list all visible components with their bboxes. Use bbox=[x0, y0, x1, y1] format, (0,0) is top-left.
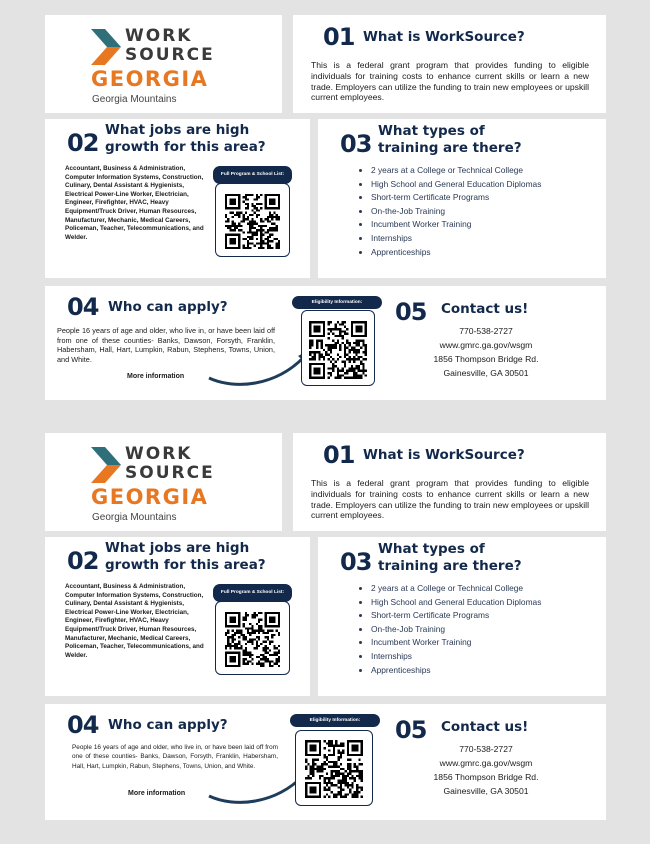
list-item: • Internships bbox=[371, 232, 541, 246]
training-list bbox=[358, 164, 541, 259]
contact-website[interactable]: www.gmrc.ga.gov/wsgm bbox=[439, 758, 533, 768]
list-item: • Internships bbox=[371, 650, 541, 664]
contact-website[interactable]: www.gmrc.ga.gov/wsgm bbox=[439, 340, 533, 350]
curved-arrow-icon bbox=[205, 348, 315, 388]
logo-subtitle: Georgia Mountains bbox=[92, 512, 177, 523]
more-information-link[interactable]: More information bbox=[128, 790, 186, 797]
eligibility-text: People 16 years of age and older, who live in, or have been laid off from one of these counties- Banks, Dawson, Forsyth, Franklin, Habersham, Hall, Hart, Lumpkin, Rabun, Stephens, Towns, Union, and White. bbox=[72, 744, 278, 770]
contact-address-line1: 1856 Thompson Bridge Rd. bbox=[433, 354, 539, 364]
section-01-panel bbox=[293, 15, 606, 113]
section-title: What jobs are high growth for this area? bbox=[105, 540, 266, 573]
section-title: Who can apply? bbox=[108, 299, 228, 315]
job-list: Accountant, Business & Administration, Computer Information Systems, Construction, Culinary, Dental Assistant & Hygienists, Electrical Power-Line Worker, Electrician, Engineer, Firefighter, HVAC, Heavy Equipment/Truck Driver, Human Resources, Manufacturer, Mechanic, Medical Careers, Policeman, Teacher, Telecommunications, and Welder. bbox=[65, 583, 204, 659]
contact-title: Contact us! bbox=[441, 301, 529, 317]
list-item: • 2 years at a College or Technical College bbox=[371, 164, 541, 178]
list-item: • High School and General Education Diplomas bbox=[371, 178, 541, 192]
section-number: 01 bbox=[323, 441, 355, 469]
logo-subtitle: Georgia Mountains bbox=[92, 94, 177, 105]
contact-phone[interactable]: 770-538-2727 bbox=[459, 326, 513, 336]
qr-code-icon[interactable] bbox=[225, 194, 280, 249]
list-item: • Apprenticeships bbox=[371, 664, 541, 678]
section-title: What types of training are there? bbox=[378, 541, 522, 574]
job-list: Accountant, Business & Administration, Computer Information Systems, Construction, Culinary, Dental Assistant & Hygienists, Electrical Power-Line Worker, Electrician, Engineer, Firefighter, HVAC, Heavy Equipment/Truck Driver, Human Resources, Manufacturer, Mechanic, Medical Careers, Policeman, Teacher, Telecommunications, and Welder. bbox=[65, 165, 204, 241]
qr-code-icon[interactable] bbox=[305, 740, 363, 798]
contact-number: 05 bbox=[395, 716, 427, 744]
section-number: 04 bbox=[67, 293, 99, 321]
contact-title: Contact us! bbox=[441, 719, 529, 735]
section-number: 03 bbox=[340, 130, 372, 158]
section-number: 01 bbox=[323, 23, 355, 51]
section-title: What is WorkSource? bbox=[363, 29, 525, 45]
section-number: 02 bbox=[67, 547, 99, 575]
contact-address-line2: Gainesville, GA 30501 bbox=[443, 786, 529, 796]
section-04-panel bbox=[45, 704, 606, 820]
section-01-panel bbox=[293, 433, 606, 531]
contact-number: 05 bbox=[395, 298, 427, 326]
worksource-logo-icon bbox=[91, 29, 121, 65]
section-number: 04 bbox=[67, 711, 99, 739]
worksource-logo-icon bbox=[91, 447, 121, 483]
list-item: • Apprenticeships bbox=[371, 246, 541, 260]
section-04-panel bbox=[45, 286, 606, 400]
section-title: What types of training are there? bbox=[378, 123, 522, 156]
logo-work-text: WORK bbox=[125, 444, 193, 464]
eligibility-text: People 16 years of age and older, who live in, or have been laid off from one of these counties- Banks, Dawson, Forsyth, Franklin, Habersham, Hall, Hart, Lumpkin, Rabun, Stephens, Towns, Union, and White. bbox=[57, 326, 275, 364]
qr-code-icon[interactable] bbox=[225, 612, 280, 667]
contact-address-line1: 1856 Thompson Bridge Rd. bbox=[433, 772, 539, 782]
logo-panel bbox=[45, 15, 282, 113]
list-item: • Short-term Certificate Programs bbox=[371, 609, 541, 623]
more-information-link[interactable]: More information bbox=[127, 373, 185, 380]
list-item: • On-the-Job Training bbox=[371, 205, 541, 219]
contact-info bbox=[401, 324, 571, 380]
section-title: What jobs are high growth for this area? bbox=[105, 122, 266, 155]
section-title: What is WorkSource? bbox=[363, 447, 525, 463]
contact-address-line2: Gainesville, GA 30501 bbox=[443, 368, 529, 378]
logo-source-text: SOURCE bbox=[125, 463, 215, 483]
section-body: This is a federal grant program that provides funding to eligible individuals for training costs to enhance current skills or learn a new trade. Employers can utilize the funding to train new employees or upskill current employees. bbox=[311, 478, 589, 521]
section-title: Who can apply? bbox=[108, 717, 228, 733]
section-02-panel bbox=[45, 119, 310, 278]
list-item: • On-the-Job Training bbox=[371, 623, 541, 637]
list-item: • Short-term Certificate Programs bbox=[371, 191, 541, 205]
training-list bbox=[358, 582, 541, 677]
logo-source-text: SOURCE bbox=[125, 45, 215, 65]
logo-work-text: WORK bbox=[125, 26, 193, 46]
list-item: • Incumbent Worker Training bbox=[371, 218, 541, 232]
qr-code-icon[interactable] bbox=[309, 321, 367, 379]
qr-label: Full Program & School List: bbox=[213, 584, 292, 602]
section-03-panel bbox=[318, 537, 606, 696]
contact-info bbox=[401, 742, 571, 798]
contact-phone[interactable]: 770-538-2727 bbox=[459, 744, 513, 754]
section-number: 03 bbox=[340, 548, 372, 576]
section-02-panel bbox=[45, 537, 310, 696]
logo-georgia-text: GEORGIA bbox=[91, 485, 209, 509]
list-item: • High School and General Education Diplomas bbox=[371, 596, 541, 610]
section-03-panel bbox=[318, 119, 606, 278]
list-item: • 2 years at a College or Technical College bbox=[371, 582, 541, 596]
qr-label: Eligibility Information: bbox=[292, 296, 382, 309]
logo-panel bbox=[45, 433, 282, 531]
list-item: • Incumbent Worker Training bbox=[371, 636, 541, 650]
logo-georgia-text: GEORGIA bbox=[91, 67, 209, 91]
section-body: This is a federal grant program that provides funding to eligible individuals for training costs to enhance current skills or learn a new trade. Employers can utilize the funding to train new employees or upskill current employees. bbox=[311, 60, 589, 103]
qr-label: Eligibility Information: bbox=[290, 714, 380, 727]
qr-label: Full Program & School List: bbox=[213, 166, 292, 184]
section-number: 02 bbox=[67, 129, 99, 157]
